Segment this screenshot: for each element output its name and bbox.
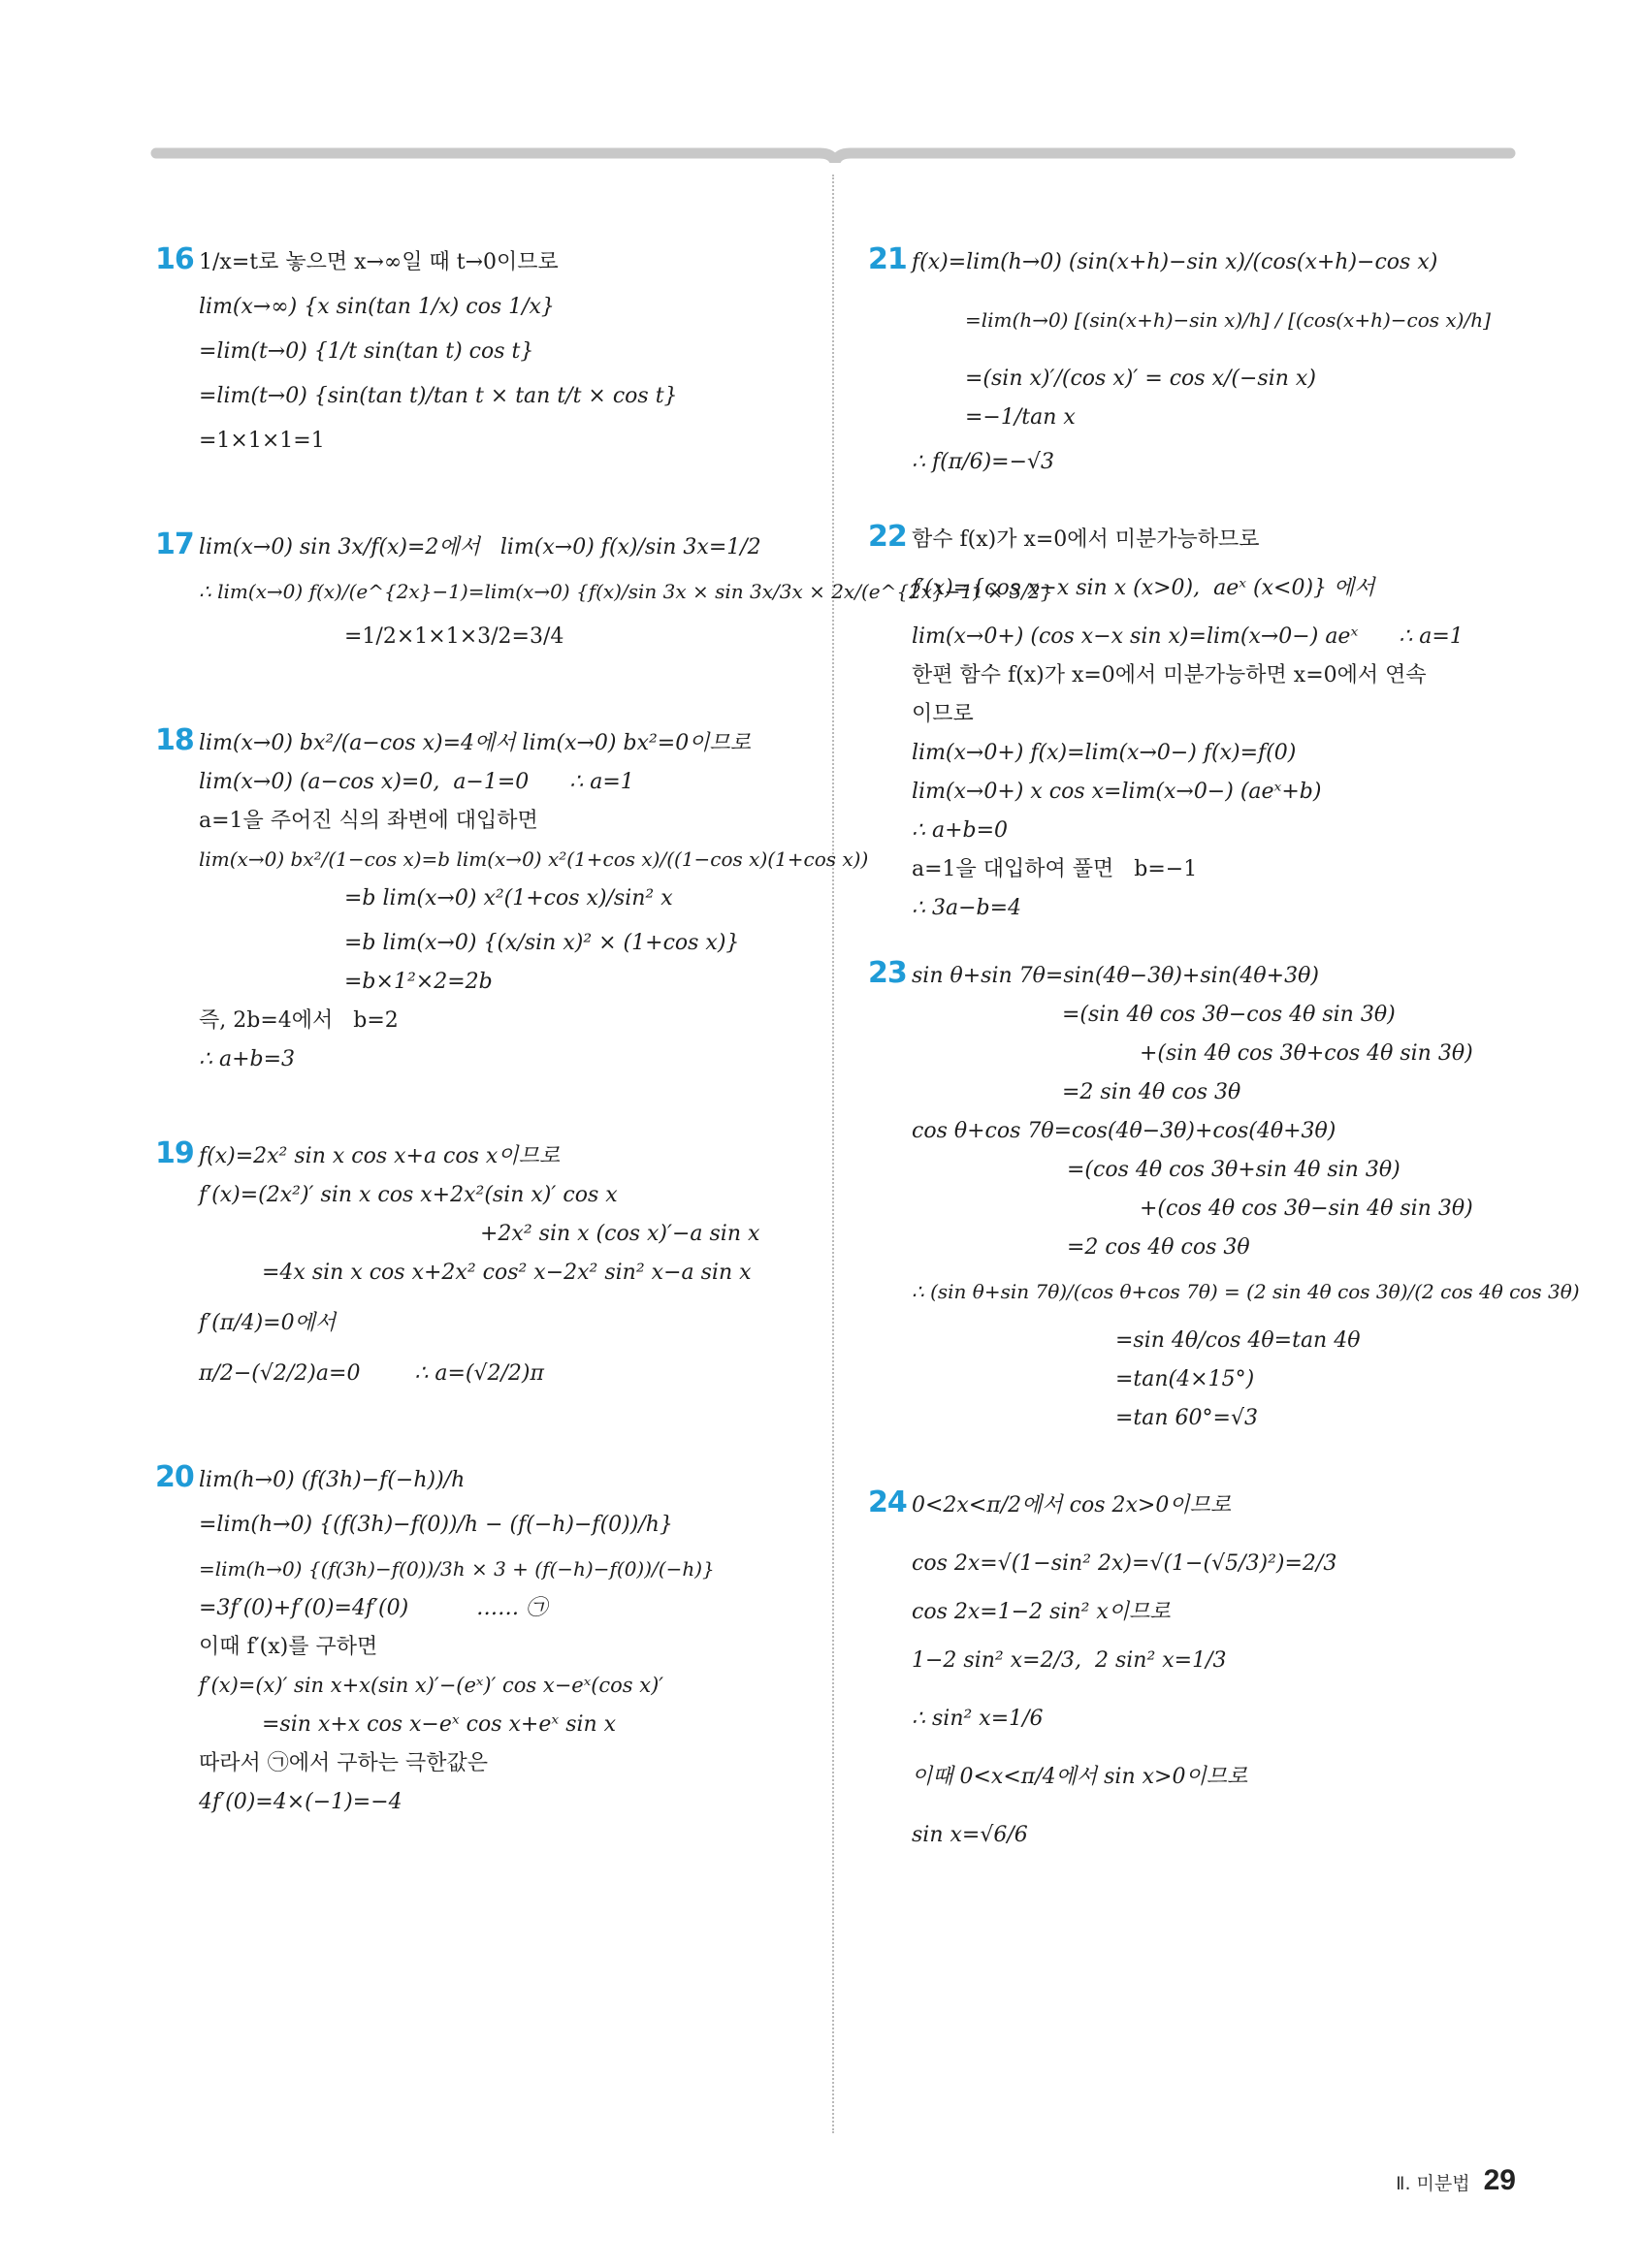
solution-line: ∴ a+b=0: [912, 817, 1009, 843]
solution-line: sin x=√6/6: [912, 1822, 1028, 1847]
solution-line: lim(x→0) sin 3x/f(x)=2에서 lim(x→0) f(x)/sin 3x=1/2: [199, 534, 761, 559]
solution-line: ∴ 3a−b=4: [912, 895, 1022, 920]
page-number: 29: [1483, 2164, 1516, 2196]
solution-line: cos 2x=√(1−sin² 2x)=√(1−(√5/3)²)=2/3: [912, 1550, 1337, 1576]
solution-line: ∴ sin² x=1/6: [912, 1706, 1044, 1731]
top-divider-bar: [150, 147, 1516, 163]
problem-23: [868, 956, 1580, 1437]
solution-line: 한편 함수 f(x)가 x=0에서 미분가능하면 x=0에서 연속: [912, 662, 1427, 687]
solution-line: =tan 60°=√3: [1115, 1405, 1258, 1430]
solution-line: =lim(h→0) [(sin(x+h)−sin x)/h] / [(cos(x+h)−cos x)/h]: [965, 307, 1491, 332]
solution-line: =lim(t→0) {1/t sin(tan t) cos t}: [199, 338, 534, 364]
solution-line: =2 sin 4θ cos 3θ: [1062, 1079, 1241, 1104]
solution-line: a=1을 주어진 식의 좌변에 대입하면: [199, 808, 538, 833]
solution-line: ∴ lim(x→0) f(x)/(e^{2x}−1)=lim(x→0) {f(x)/sin 3x × sin 3x/3x × 2x/(e^{2x}−1) × 3/2}: [199, 579, 1053, 603]
section-title: Ⅱ. 미분법: [1396, 2173, 1470, 2194]
solution-line: sin θ+sin 7θ=sin(4θ−3θ)+sin(4θ+3θ): [912, 963, 1319, 988]
solution-line: =3f′(0)+f′(0)=4f′(0) …… ㉠: [199, 1595, 548, 1620]
solution-line: ∴ f(π/6)=−√3: [912, 449, 1055, 474]
solution-line: =−1/tan x: [965, 404, 1076, 430]
solution-line: =(sin 4θ cos 3θ−cos 4θ sin 3θ): [1062, 1002, 1396, 1027]
problem-number: 19: [155, 1136, 194, 1170]
solution-line: 1/x=t로 놓으면 x→∞일 때 t→0이므로: [199, 249, 559, 274]
solution-line: cos θ+cos 7θ=cos(4θ−3θ)+cos(4θ+3θ): [912, 1118, 1336, 1143]
solution-line: =1/2×1×1×3/2=3/4: [344, 623, 564, 649]
solution-line: 이므로: [912, 701, 974, 726]
solution-line: =2 cos 4θ cos 3θ: [1067, 1234, 1250, 1260]
problem-number: 23: [868, 956, 907, 990]
solution-line: 4f′(0)=4×(−1)=−4: [199, 1789, 402, 1814]
solution-line: 따라서 ㉠에서 구하는 극한값은: [199, 1750, 489, 1775]
problem-18: [155, 723, 869, 1078]
solution-line: f′(x)=(2x²)′ sin x cos x+2x²(sin x)′ cos x: [199, 1182, 618, 1207]
problem-number: 22: [868, 520, 907, 554]
problem-number: 17: [155, 527, 194, 561]
solution-line: π/2−(√2/2)a=0 ∴ a=(√2/2)π: [199, 1360, 544, 1386]
solution-line: f′(x)=(x)′ sin x+x(sin x)′−(eˣ)′ cos x−eˣ(cos x)′: [199, 1673, 664, 1697]
solution-line: =1×1×1=1: [199, 428, 325, 453]
solution-line: =lim(h→0) {(f(3h)−f(0))/h − (f(−h)−f(0))/h}: [199, 1512, 673, 1537]
problem-19: [155, 1136, 805, 1392]
solution-line: lim(h→0) (f(3h)−f(−h))/h: [199, 1467, 466, 1492]
solution-line: =b×1²×2=2b: [344, 969, 493, 994]
solution-line: +2x² sin x (cos x)′−a sin x: [480, 1221, 760, 1246]
solution-line: =4x sin x cos x+2x² cos² x−2x² sin² x−a sin x: [262, 1260, 752, 1285]
solution-line: lim(x→0+) (cos x−x sin x)=lim(x→0−) aeˣ ∴ a=1: [912, 623, 1464, 649]
problem-21: [868, 242, 1518, 481]
solution-line: 즉, 2b=4에서 b=2: [199, 1007, 399, 1033]
solution-line: =lim(h→0) {(f(3h)−f(0))/3h × 3 + (f(−h)−f(0))/(−h)}: [199, 1556, 715, 1581]
solution-line: =b lim(x→0) {(x/sin x)² × (1+cos x)}: [344, 930, 740, 955]
solution-line: f′(π/4)=0에서: [199, 1310, 337, 1335]
problem-number: 24: [868, 1485, 907, 1519]
problem-20: [155, 1460, 805, 1821]
solution-line: 이때 0<x<π/4에서 sin x>0이므로: [912, 1764, 1248, 1789]
solution-line: cos 2x=1−2 sin² x이므로: [912, 1599, 1171, 1624]
solution-line: lim(x→∞) {x sin(tan 1/x) cos 1/x}: [199, 294, 555, 319]
problem-number: 20: [155, 1460, 194, 1494]
solution-line: lim(x→0) bx²/(1−cos x)=b lim(x→0) x²(1+cos x)/((1−cos x)(1+cos x)): [199, 847, 869, 871]
solution-line: +(sin 4θ cos 3θ+cos 4θ sin 3θ): [1140, 1040, 1473, 1066]
solution-line: =(cos 4θ cos 3θ+sin 4θ sin 3θ): [1067, 1157, 1401, 1182]
solution-line: lim(x→0+) x cos x=lim(x→0−) (aeˣ+b): [912, 779, 1322, 804]
solution-line: 이때 f′(x)를 구하면: [199, 1634, 378, 1659]
solution-line: f′(x)={cos x−x sin x (x>0), aeˣ (x<0)} 에서: [912, 575, 1375, 600]
solution-line: lim(x→0) bx²/(a−cos x)=4에서 lim(x→0) bx²=0이므로: [199, 730, 751, 755]
solution-line: ∴ (sin θ+sin 7θ)/(cos θ+cos 7θ) = (2 sin 4θ cos 3θ)/(2 cos 4θ cos 3θ): [912, 1279, 1580, 1303]
problem-22: [868, 520, 1518, 927]
solution-line: =tan(4×15°): [1115, 1366, 1255, 1391]
solution-line: 1−2 sin² x=2/3, 2 sin² x=1/3: [912, 1647, 1227, 1673]
solution-line: a=1을 대입하여 풀면 b=−1: [912, 856, 1198, 881]
solution-line: 함수 f(x)가 x=0에서 미분가능하므로: [912, 527, 1260, 552]
solution-line: f(x)=2x² sin x cos x+a cos x이므로: [199, 1143, 561, 1168]
page-footer: [1396, 2164, 1516, 2197]
solution-line: lim(x→0) (a−cos x)=0, a−1=0 ∴ a=1: [199, 769, 634, 794]
problem-number: 21: [868, 242, 907, 276]
right-column: [868, 242, 1580, 1854]
problem-number: 18: [155, 723, 194, 757]
solution-line: =sin x+x cos x−eˣ cos x+eˣ sin x: [262, 1711, 617, 1737]
solution-line: +(cos 4θ cos 3θ−sin 4θ sin 3θ): [1140, 1196, 1473, 1221]
column-divider: [832, 175, 834, 2133]
problem-16: [155, 242, 805, 460]
solution-line: =(sin x)′/(cos x)′ = cos x/(−sin x): [965, 366, 1316, 391]
solution-line: f(x)=lim(h→0) (sin(x+h)−sin x)/(cos(x+h)−cos x): [912, 249, 1438, 274]
solution-line: =lim(t→0) {sin(tan t)/tan t × tan t/t × cos t}: [199, 383, 678, 408]
solution-line: =b lim(x→0) x²(1+cos x)/sin² x: [344, 885, 673, 910]
solution-line: lim(x→0+) f(x)=lim(x→0−) f(x)=f(0): [912, 740, 1297, 765]
problem-24: [868, 1485, 1518, 1854]
solution-line: 0<2x<π/2에서 cos 2x>0이므로: [912, 1492, 1232, 1517]
solution-line: ∴ a+b=3: [199, 1046, 296, 1071]
solution-line: =sin 4θ/cos 4θ=tan 4θ: [1115, 1327, 1361, 1353]
problem-number: 16: [155, 242, 194, 276]
